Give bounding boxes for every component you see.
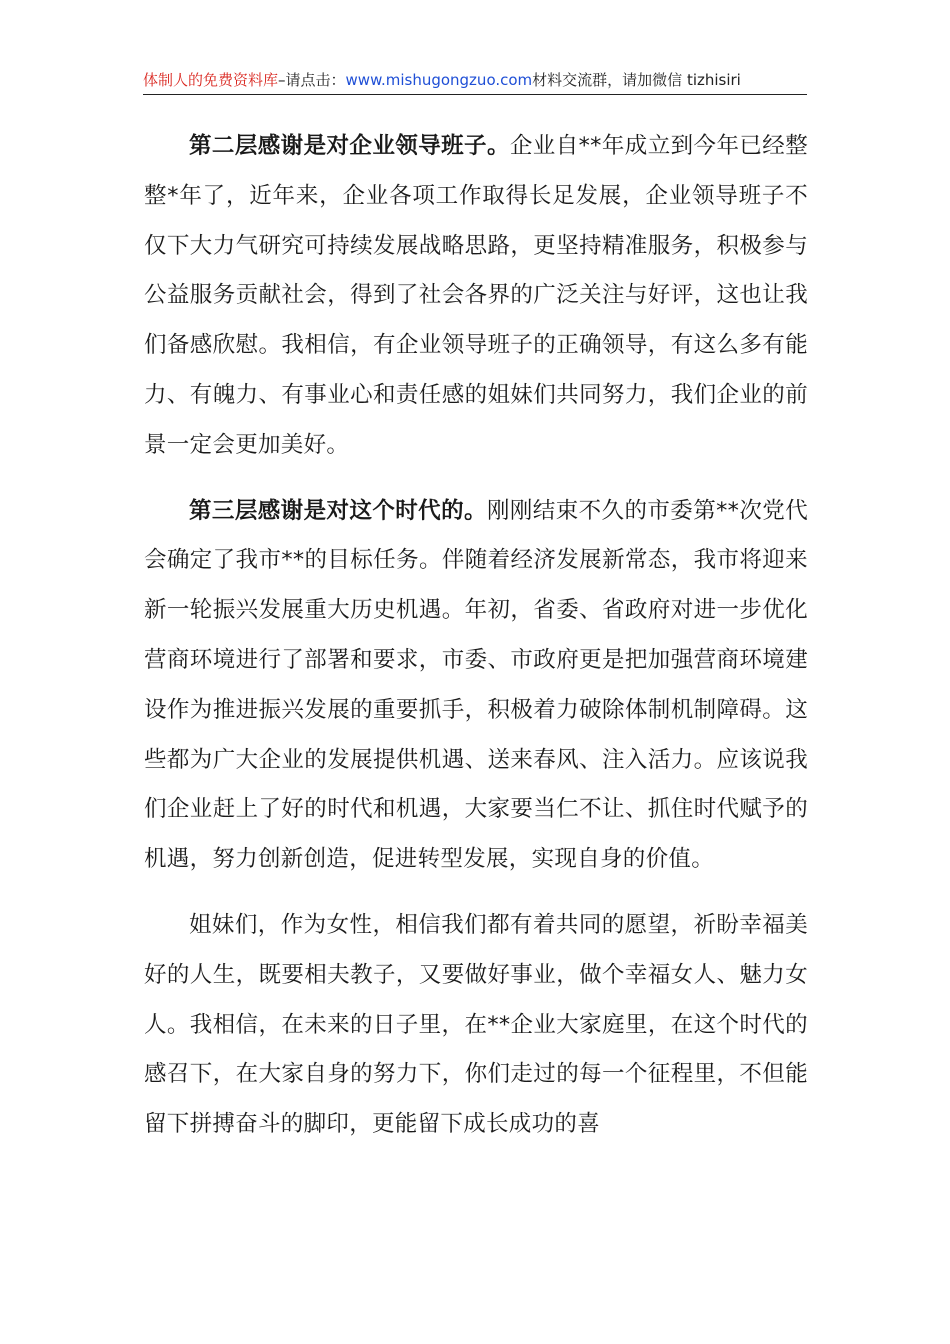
paragraph-text: 姐妹们，作为女性，相信我们都有着共同的愿望，祈盼幸福美好的人生，既要相夫教子，又要做好事业，做个幸福女人、魅力女人。我相信，在未来的日子里，在**企业大家庭里，在这个时代的感召下，在大家自身的努力下，你们走过的每一个征程里，不但能留下拼搏奋斗的脚印，更能留下成长成功的喜 xyxy=(144,911,808,1138)
paragraph-third-thanks xyxy=(144,487,808,885)
page-header xyxy=(143,66,807,95)
header-url-link[interactable]: www.mishugongzuo.com xyxy=(345,71,533,89)
header-brand: 体制人的免费资料库 xyxy=(143,71,279,89)
header-separator: –请点击： xyxy=(278,71,346,89)
document-body xyxy=(144,122,808,1166)
paragraph-second-thanks xyxy=(144,122,808,471)
paragraph-text: 企业自**年成立到今年已经整整*年了，近年来，企业各项工作取得长足发展，企业领导班子不仅下大力气研究可持续发展战略思路，更坚持精准服务，积极参与公益服务贡献社会，得到了社会各界的广泛关注与好评，这也让我们备感欣慰。我相信，有企业领导班子的正确领导，有这么多有能力、有魄力、有事业心和责任感的姐妹们共同努力，我们企业的前景一定会更加美好。 xyxy=(144,133,809,458)
paragraph-lead: 第三层感谢是对这个时代的。 xyxy=(189,497,487,524)
paragraph-text: 刚刚结束不久的市委第**次党代会确定了我市**的目标任务。伴随着经济发展新常态，我市将迎来新一轮振兴发展重大历史机遇。年初，省委、省政府对进一步优化营商环境进行了部署和要求，市委、市政府更是把加强营商环境建设作为推进振兴发展的重要抓手，积极着力破除体制机制障碍。这些都为广大企业的发展提供机遇、送来春风、注入活力。应该说我们企业赶上了好的时代和机遇，大家要当仁不让、抓住时代赋予的机遇，努力创新创造，促进转型发展，实现自身的价值。 xyxy=(144,497,808,873)
paragraph-lead: 第二层感谢是对企业领导班子。 xyxy=(189,133,510,159)
header-contact: 材料交流群，请加微信 tizhisiri xyxy=(532,71,741,89)
paragraph-sisters xyxy=(144,901,808,1150)
